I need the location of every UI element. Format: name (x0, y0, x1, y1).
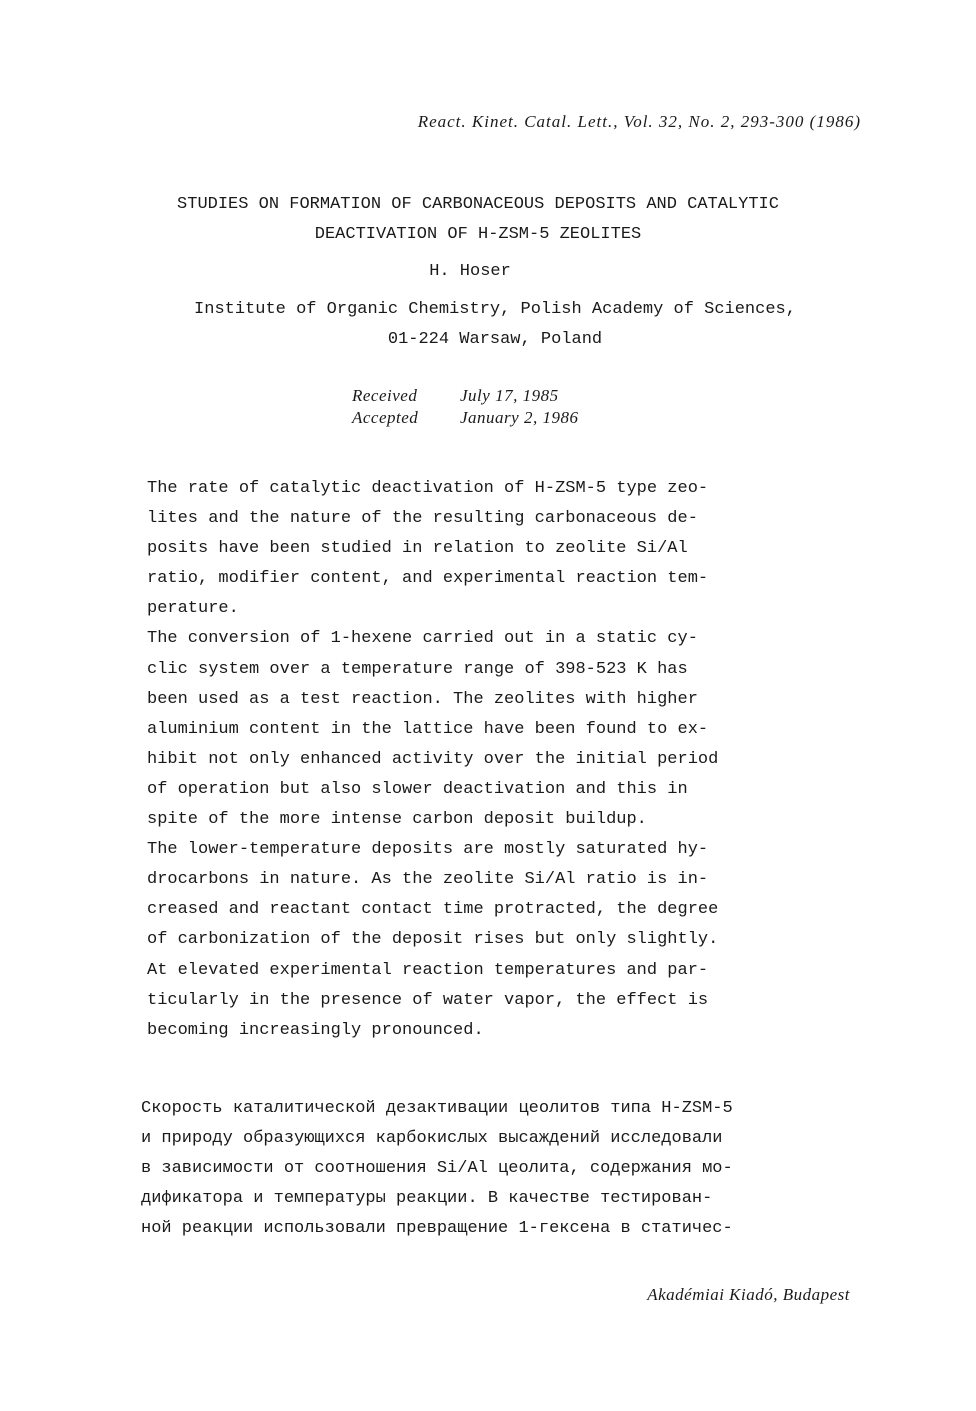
abstract-line: creased and reactant contact time protracted, the degree (147, 900, 719, 920)
abstract-line: ной реакции использовали превращение 1-гексена в статичес- (141, 1219, 733, 1238)
abstract-line: ratio, modifier content, and experimental reaction tem- (147, 569, 709, 589)
abstract-line: of operation but also slower deactivation and this in (147, 779, 688, 799)
journal-citation: React. Kinet. Catal. Lett., Vol. 32, No. 2, 293-300 (1986) (417, 112, 861, 131)
paper-title (0, 190, 956, 250)
abstract-english (147, 474, 718, 1046)
received-date: July 17, 1985 (460, 386, 559, 405)
affiliation-line: Institute of Organic Chemistry, Polish Academy of Sciences, (194, 300, 796, 319)
abstract-line: posits have been studied in relation to zeolite Si/Al (147, 539, 688, 559)
abstract-line: Скорость каталитической дезактивации цеолитов типа H-ZSM-5 (141, 1099, 733, 1118)
abstract-line: clic system over a temperature range of 398-523 K has (147, 659, 688, 679)
abstract-line: drocarbons in nature. As the zeolite Si/Al ratio is in- (147, 870, 709, 890)
abstract-line: дификатора и температуры реакции. В качестве тестирован- (141, 1189, 713, 1208)
accepted-row (352, 407, 578, 429)
abstract-line: of carbonization of the deposit rises but only slightly. (147, 930, 719, 950)
abstract-line: At elevated experimental reaction temperatures and par- (147, 960, 709, 980)
abstract-line: ticularly in the presence of water vapor, the effect is (147, 990, 709, 1010)
received-row (352, 385, 578, 407)
publisher-imprint: Akadémiai Kiadó, Budapest (647, 1285, 850, 1304)
abstract-line: и природу образующихся карбокислых высаждений исследовали (141, 1129, 723, 1148)
received-label: Received (352, 386, 418, 405)
abstract-line: The lower-temperature deposits are mostly saturated hy- (147, 840, 709, 860)
abstract-line: aluminium content in the lattice have been found to ex- (147, 719, 709, 739)
abstract-line: The conversion of 1-hexene carried out in a static cy- (147, 629, 698, 649)
submission-dates (352, 385, 578, 429)
abstract-line: hibit not only enhanced activity over the initial period (147, 749, 719, 769)
accepted-label: Accepted (352, 408, 419, 427)
abstract-line: в зависимости от соотношения Si/Al цеолита, содержания мо- (141, 1159, 733, 1178)
abstract-line: perature. (147, 599, 239, 619)
abstract-russian (141, 1094, 733, 1244)
title-line: STUDIES ON FORMATION OF CARBONACEOUS DEPOSITS AND CATALYTIC (177, 195, 779, 214)
abstract-line: lites and the nature of the resulting carbonaceous de- (147, 509, 698, 529)
abstract-line: been used as a test reaction. The zeolites with higher (147, 689, 698, 709)
abstract-line: The rate of catalytic deactivation of H-ZSM-5 type zeo- (147, 479, 709, 498)
abstract-line: becoming increasingly pronounced. (147, 1020, 484, 1040)
abstract-line: spite of the more intense carbon deposit buildup. (147, 810, 647, 830)
author-name: H. Hoser (429, 262, 511, 281)
accepted-date: January 2, 1986 (460, 408, 579, 427)
author-affiliation (0, 295, 976, 355)
title-line: DEACTIVATION OF H-ZSM-5 ZEOLITES (314, 225, 642, 244)
affiliation-line: 01-224 Warsaw, Poland (387, 330, 603, 349)
